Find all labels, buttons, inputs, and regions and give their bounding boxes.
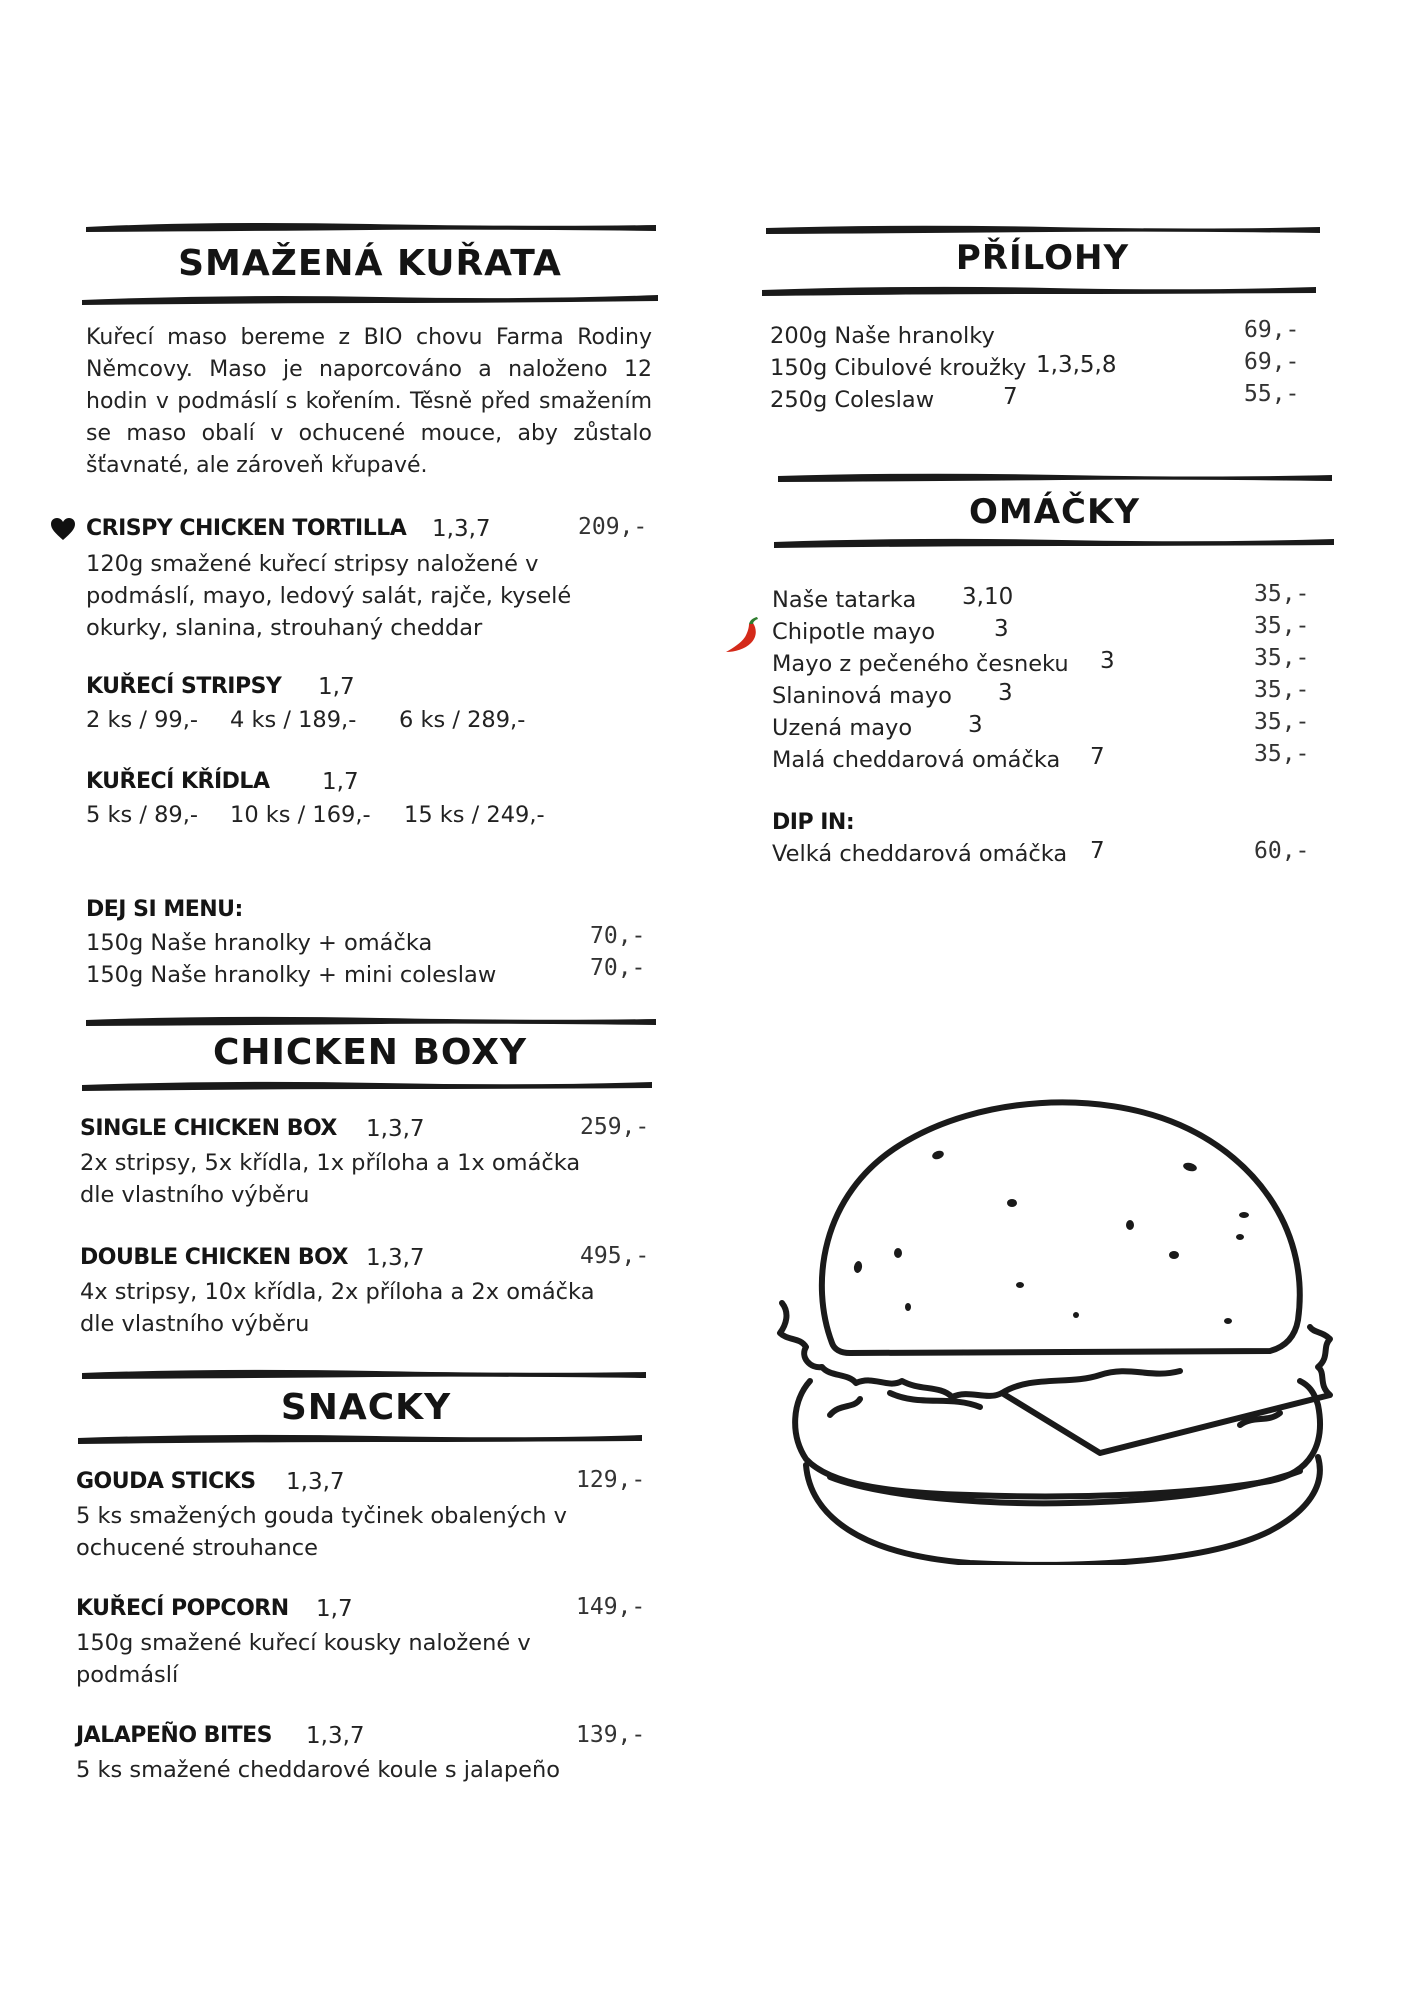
item-allergens: 1,3,7 bbox=[432, 516, 491, 542]
section-heading-sauces bbox=[772, 470, 1337, 570]
section-title: PŘÍLOHY bbox=[955, 238, 1130, 278]
item-description: dle vlastního výběru bbox=[80, 1182, 310, 1208]
menu-combo-item: 150g Naše hranolky + mini coleslaw bbox=[86, 962, 497, 988]
sauce-item-price: 35,- bbox=[1254, 581, 1310, 607]
item-name-chicken-wings: KUŘECÍ KŘÍDLA bbox=[86, 769, 270, 794]
sauce-item-allergens: 7 bbox=[1090, 744, 1105, 770]
sauce-item-allergens: 3 bbox=[968, 712, 983, 738]
section-title: SNACKY bbox=[280, 1387, 452, 1428]
item-description: 150g smažené kuřecí kousky naložené v bbox=[76, 1630, 531, 1656]
sauce-item-price: 35,- bbox=[1254, 645, 1310, 671]
side-item-allergens: 1,3,5,8 bbox=[1036, 352, 1117, 378]
menu-combo-item: 150g Naše hranolky + omáčka bbox=[86, 930, 433, 956]
item-name-chicken-strips: KUŘECÍ STRIPSY bbox=[86, 674, 282, 699]
item-option: 15 ks / 249,- bbox=[404, 802, 545, 828]
item-allergens: 1,3,7 bbox=[366, 1116, 425, 1142]
sauce-item-allergens: 3 bbox=[998, 680, 1013, 706]
item-description: 4x stripsy, 10x křídla, 2x příloha a 2x omáčka bbox=[80, 1279, 595, 1305]
item-price: 129,- bbox=[576, 1467, 646, 1493]
side-item-name: 250g Coleslaw bbox=[770, 387, 935, 413]
item-option: 4 ks / 189,- bbox=[230, 707, 357, 733]
sauce-item-price: 35,- bbox=[1254, 709, 1310, 735]
item-description: dle vlastního výběru bbox=[80, 1311, 310, 1337]
item-description: 120g smažené kuřecí stripsy naložené v bbox=[86, 551, 539, 577]
dip-item-price: 60,- bbox=[1254, 838, 1310, 864]
menu-combo-price: 70,- bbox=[590, 923, 646, 949]
item-price: 209,- bbox=[578, 514, 648, 540]
item-allergens: 1,3,7 bbox=[286, 1469, 345, 1495]
section-heading-sides bbox=[760, 222, 1325, 322]
sauce-item-name: Slaninová mayo bbox=[772, 683, 952, 709]
menu-combo-label: DEJ SI MENU: bbox=[86, 897, 243, 922]
item-option: 10 ks / 169,- bbox=[230, 802, 371, 828]
side-item-price: 55,- bbox=[1244, 381, 1300, 407]
sauce-item-allergens: 3 bbox=[1100, 648, 1115, 674]
dip-item-allergens: 7 bbox=[1090, 838, 1105, 864]
item-name-gouda-sticks: GOUDA STICKS bbox=[76, 1469, 256, 1494]
section-title: CHICKEN BOXY bbox=[212, 1032, 528, 1073]
item-price: 149,- bbox=[576, 1594, 646, 1620]
menu-combo-price: 70,- bbox=[590, 955, 646, 981]
burger-illustration bbox=[770, 1085, 1350, 1565]
item-name-jalapeno-bites: JALAPEÑO BITES bbox=[76, 1723, 273, 1748]
item-price: 139,- bbox=[576, 1722, 646, 1748]
item-allergens: 1,7 bbox=[322, 769, 359, 795]
item-price: 495,- bbox=[580, 1243, 650, 1269]
section-intro-text: Kuřecí maso bereme z BIO chovu Farma Rodiny Němcovy. Maso je naporcováno a naloženo 12 hodin v podmáslí s kořením. Těsně před smažením se maso obalí v ochucené mouce, aby zůstalo šťavnaté, ale zároveň křupavé. bbox=[86, 325, 652, 478]
item-allergens: 1,7 bbox=[318, 674, 355, 700]
section-title: OMÁČKY bbox=[969, 492, 1140, 532]
item-name-crispy-chicken-tortilla: CRISPY CHICKEN TORTILLA bbox=[86, 516, 407, 541]
item-allergens: 1,3,7 bbox=[306, 1723, 365, 1749]
item-name-chicken-popcorn: KUŘECÍ POPCORN bbox=[76, 1596, 289, 1621]
chili-pepper-icon bbox=[723, 615, 765, 657]
section-heading-fried-chicken bbox=[80, 215, 660, 315]
item-price: 259,- bbox=[580, 1114, 650, 1140]
item-option: 5 ks / 89,- bbox=[86, 802, 199, 828]
dip-in-label: DIP IN: bbox=[772, 810, 855, 835]
sauce-item-name: Uzená mayo bbox=[772, 715, 913, 741]
item-description: 2x stripsy, 5x křídla, 1x příloha a 1x omáčka bbox=[80, 1150, 581, 1176]
sauce-item-price: 35,- bbox=[1254, 741, 1310, 767]
side-item-name: 200g Naše hranolky bbox=[770, 323, 995, 349]
heart-icon bbox=[50, 517, 76, 541]
sauce-item-name: Naše tatarka bbox=[772, 587, 917, 613]
sauce-item-allergens: 3,10 bbox=[962, 584, 1014, 610]
item-description: ochucené strouhance bbox=[76, 1535, 318, 1561]
section-title: SMAŽENÁ KUŘATA bbox=[178, 243, 562, 284]
item-description: podmáslí, mayo, ledový salát, rajče, kyselé bbox=[86, 583, 572, 609]
item-name-double-chicken-box: DOUBLE CHICKEN BOX bbox=[80, 1245, 348, 1270]
item-description: 5 ks smažených gouda tyčinek obalených v bbox=[76, 1503, 567, 1529]
item-allergens: 1,3,7 bbox=[366, 1245, 425, 1271]
sauce-item-name: Malá cheddarová omáčka bbox=[772, 747, 1061, 773]
sauce-item-allergens: 3 bbox=[994, 616, 1009, 642]
item-option: 2 ks / 99,- bbox=[86, 707, 199, 733]
item-description: okurky, slanina, strouhaný cheddar bbox=[86, 615, 483, 641]
item-description: podmáslí bbox=[76, 1662, 179, 1688]
side-item-name: 150g Cibulové kroužky bbox=[770, 355, 1027, 381]
dip-item-name: Velká cheddarová omáčka bbox=[772, 841, 1068, 867]
side-item-price: 69,- bbox=[1244, 317, 1300, 343]
section-heading-chicken-boxes bbox=[80, 1012, 660, 1112]
side-item-allergens: 7 bbox=[1003, 384, 1018, 410]
item-name-single-chicken-box: SINGLE CHICKEN BOX bbox=[80, 1116, 337, 1141]
sauce-item-price: 35,- bbox=[1254, 613, 1310, 639]
sauce-item-name: Chipotle mayo bbox=[772, 619, 936, 645]
sauce-item-price: 35,- bbox=[1254, 677, 1310, 703]
side-item-price: 69,- bbox=[1244, 349, 1300, 375]
item-allergens: 1,7 bbox=[316, 1596, 353, 1622]
sauce-item-name: Mayo z pečeného česneku bbox=[772, 651, 1069, 677]
item-description: 5 ks smažené cheddarové koule s jalapeño bbox=[76, 1757, 560, 1783]
item-option: 6 ks / 289,- bbox=[399, 707, 526, 733]
section-heading-snacks bbox=[76, 1365, 656, 1465]
